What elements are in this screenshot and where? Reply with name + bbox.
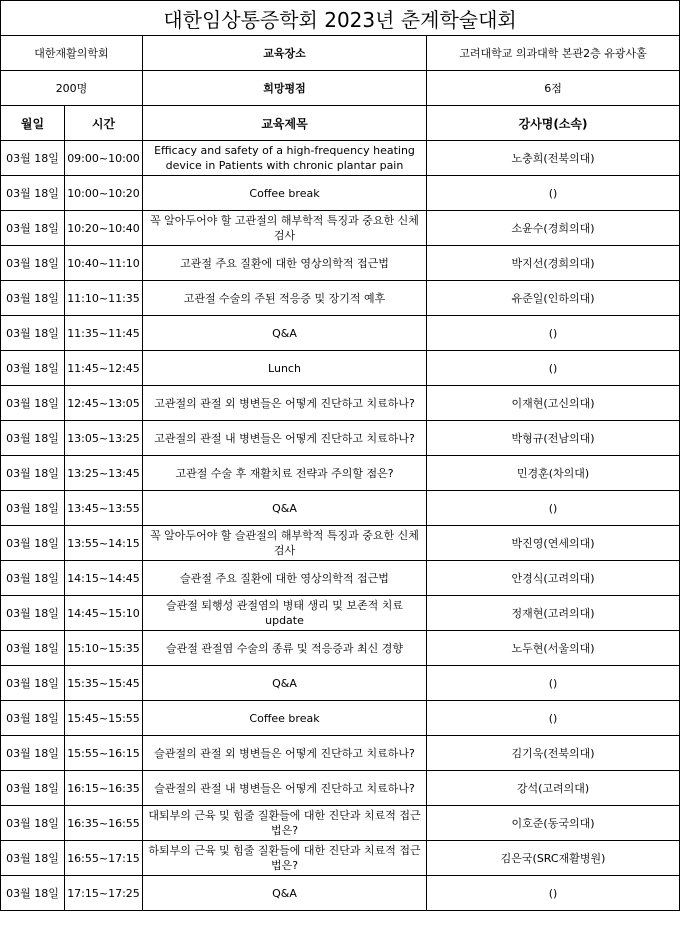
table-row [1,421,680,456]
row-subject: 슬관절 관절염 수술의 종류 및 적응증과 최신 경향 [143,631,427,666]
row-lecturer: 김은국(SRC재활병원) [427,841,680,876]
row-lecturer: 박지선(경희의대) [427,246,680,281]
row-date: 03월 18일 [1,771,65,806]
row-time: 15:10~15:35 [65,631,143,666]
header-time: 시간 [65,106,143,141]
row-time: 11:45~12:45 [65,351,143,386]
row-lecturer: 안경식(고려의대) [427,561,680,596]
table-row [1,771,680,806]
row-lecturer: () [427,876,680,911]
table-row [1,631,680,666]
table-row [1,246,680,281]
page-title: 대한임상통증학회 2023년 춘계학술대회 [1,1,680,36]
row-date: 03월 18일 [1,876,65,911]
row-lecturer: 이호준(동국의대) [427,806,680,841]
table-row [1,876,680,911]
table-row [1,806,680,841]
row-time: 16:15~16:35 [65,771,143,806]
row-lecturer: () [427,316,680,351]
row-subject: 꼭 알아두어야 할 슬관절의 해부학적 특징과 중요한 신체 검사 [143,526,427,561]
row-time: 14:15~14:45 [65,561,143,596]
organization: 대한재활의학회 [1,36,143,71]
table-row [1,176,680,211]
row-date: 03월 18일 [1,211,65,246]
row-subject: Q&A [143,666,427,701]
row-date: 03월 18일 [1,456,65,491]
row-subject: Coffee break [143,701,427,736]
row-time: 11:10~11:35 [65,281,143,316]
row-date: 03월 18일 [1,491,65,526]
row-lecturer: 소윤수(경희의대) [427,211,680,246]
row-date: 03월 18일 [1,526,65,561]
header-date: 월일 [1,106,65,141]
row-date: 03월 18일 [1,316,65,351]
row-time: 09:00~10:00 [65,141,143,176]
title-row [1,1,680,36]
row-subject: 슬관절 주요 질환에 대한 영상의학적 접근법 [143,561,427,596]
row-subject: Q&A [143,491,427,526]
attendee-count: 200명 [1,71,143,106]
row-subject: 대퇴부의 근육 및 힘줄 질환들에 대한 진단과 치료적 접근법은? [143,806,427,841]
row-date: 03월 18일 [1,421,65,456]
row-lecturer: () [427,666,680,701]
row-subject: 슬관절 퇴행성 관절염의 병태 생리 및 보존적 치료 update [143,596,427,631]
venue-row [1,36,680,71]
row-lecturer: 박진영(연세의대) [427,526,680,561]
row-lecturer: 유준일(인하의대) [427,281,680,316]
row-lecturer: 박형규(전남의대) [427,421,680,456]
row-time: 10:00~10:20 [65,176,143,211]
table-row [1,316,680,351]
venue-label: 교육장소 [143,36,427,71]
score-value: 6점 [427,71,680,106]
header-lecturer: 강사명(소속) [427,106,680,141]
row-subject: Q&A [143,876,427,911]
row-date: 03월 18일 [1,596,65,631]
row-time: 13:45~13:55 [65,491,143,526]
row-subject: 슬관절의 관절 내 병변들은 어떻게 진단하고 치료하나? [143,771,427,806]
row-subject: Efficacy and safety of a high-frequency heating device in Patients with chronic plantar pain [143,141,427,176]
table-row [1,141,680,176]
row-time: 17:15~17:25 [65,876,143,911]
table-row [1,526,680,561]
row-date: 03월 18일 [1,386,65,421]
row-date: 03월 18일 [1,176,65,211]
row-lecturer: 노충희(전북의대) [427,141,680,176]
row-subject: 고관절 수술 후 재활치료 전략과 주의할 점은? [143,456,427,491]
row-date: 03월 18일 [1,246,65,281]
row-lecturer: () [427,351,680,386]
row-subject: Coffee break [143,176,427,211]
row-lecturer: 정재현(고려의대) [427,596,680,631]
row-date: 03월 18일 [1,841,65,876]
table-row [1,456,680,491]
row-time: 15:35~15:45 [65,666,143,701]
header-row [1,106,680,141]
row-subject: 고관절의 관절 내 병변들은 어떻게 진단하고 치료하나? [143,421,427,456]
score-row [1,71,680,106]
table-row [1,841,680,876]
row-time: 11:35~11:45 [65,316,143,351]
row-time: 14:45~15:10 [65,596,143,631]
row-date: 03월 18일 [1,736,65,771]
table-row [1,351,680,386]
row-time: 10:40~11:10 [65,246,143,281]
row-time: 12:45~13:05 [65,386,143,421]
table-row [1,561,680,596]
row-time: 15:45~15:55 [65,701,143,736]
table-row [1,211,680,246]
row-subject: 하퇴부의 근육 및 힘줄 질환들에 대한 진단과 치료적 접근법은? [143,841,427,876]
row-date: 03월 18일 [1,351,65,386]
table-row [1,281,680,316]
row-lecturer: () [427,491,680,526]
row-time: 13:25~13:45 [65,456,143,491]
row-date: 03월 18일 [1,141,65,176]
row-date: 03월 18일 [1,701,65,736]
score-label: 희망평점 [143,71,427,106]
venue-value: 고려대학교 의과대학 본관2층 유광사홀 [427,36,680,71]
row-lecturer: () [427,701,680,736]
row-time: 15:55~16:15 [65,736,143,771]
row-date: 03월 18일 [1,561,65,596]
row-subject: Q&A [143,316,427,351]
table-row [1,666,680,701]
row-time: 10:20~10:40 [65,211,143,246]
header-subject: 교육제목 [143,106,427,141]
row-subject: 꼭 알아두어야 할 고관절의 해부학적 특징과 중요한 신체 검사 [143,211,427,246]
row-lecturer: 강석(고려의대) [427,771,680,806]
table-row [1,701,680,736]
row-date: 03월 18일 [1,631,65,666]
table-row [1,736,680,771]
row-subject: 고관절 수술의 주된 적응증 및 장기적 예후 [143,281,427,316]
row-date: 03월 18일 [1,281,65,316]
row-time: 13:55~14:15 [65,526,143,561]
row-date: 03월 18일 [1,666,65,701]
row-subject: Lunch [143,351,427,386]
row-time: 13:05~13:25 [65,421,143,456]
table-row [1,491,680,526]
table-row [1,386,680,421]
row-lecturer: 민경훈(차의대) [427,456,680,491]
row-lecturer: 이재현(고신의대) [427,386,680,421]
row-date: 03월 18일 [1,806,65,841]
row-subject: 슬관절의 관절 외 병변들은 어떻게 진단하고 치료하나? [143,736,427,771]
row-lecturer: 김기욱(전북의대) [427,736,680,771]
row-subject: 고관절 주요 질환에 대한 영상의학적 접근법 [143,246,427,281]
row-time: 16:55~17:15 [65,841,143,876]
row-time: 16:35~16:55 [65,806,143,841]
row-lecturer: () [427,176,680,211]
table-row [1,596,680,631]
row-lecturer: 노두현(서울의대) [427,631,680,666]
row-subject: 고관절의 관절 외 병변들은 어떻게 진단하고 치료하나? [143,386,427,421]
